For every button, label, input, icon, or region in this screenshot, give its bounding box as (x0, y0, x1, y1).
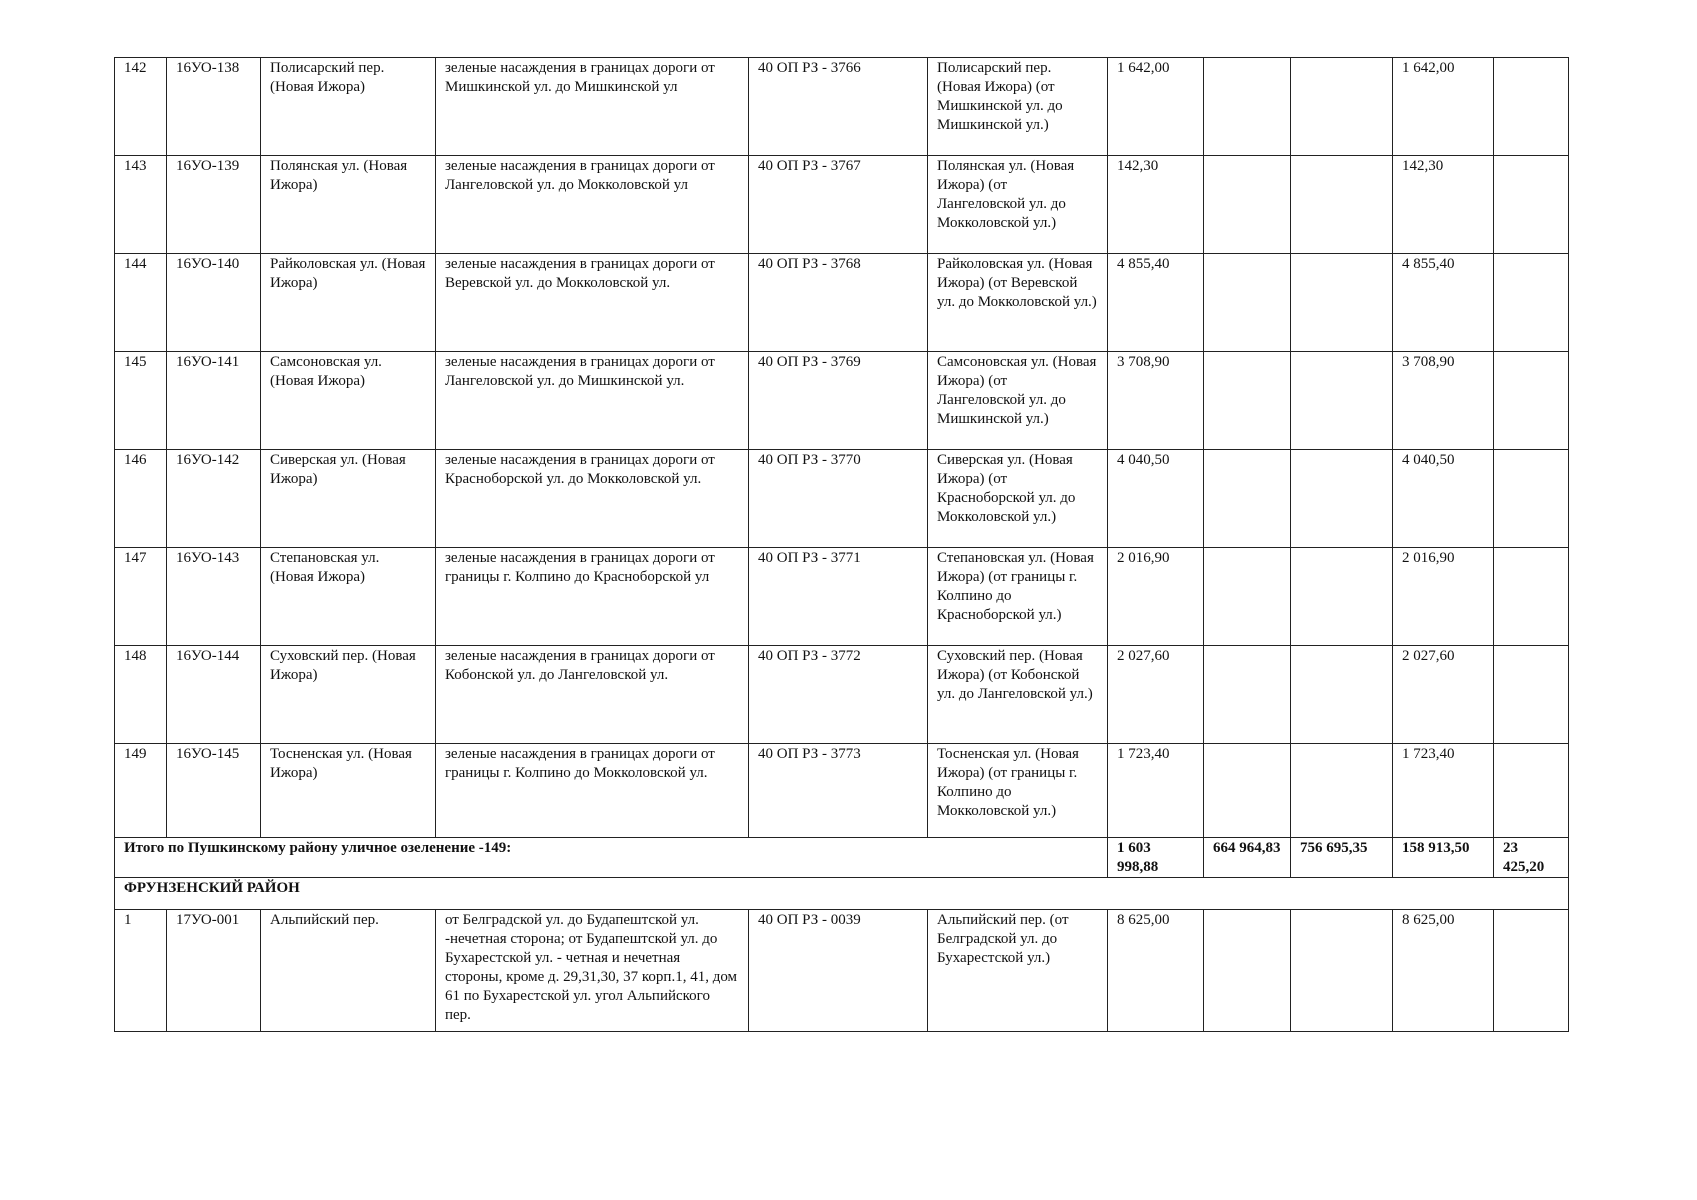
row-number-cell: 146 (115, 450, 167, 548)
description-cell: зеленые насаждения в границах дороги от границы г. Колпино до Мокколовской ул. (436, 744, 749, 838)
green-spaces-registry-table (114, 57, 1569, 1032)
description-cell: зеленые насаждения в границах дороги от Мишкинской ул. до Мишкинской ул (436, 58, 749, 156)
value-cell-1 (1204, 548, 1291, 646)
value-cell-3: 8 625,00 (1393, 910, 1494, 1032)
value-cell-3: 1 723,40 (1393, 744, 1494, 838)
street-name-cell: Сиверская ул. (Новая Ижора) (261, 450, 436, 548)
description-cell: зеленые насаждения в границах дороги от Лангеловской ул. до Мокколовской ул (436, 156, 749, 254)
value-cell-4 (1494, 548, 1569, 646)
object-code-cell: 17УО-001 (167, 910, 261, 1032)
value-cell-1 (1204, 156, 1291, 254)
object-code-cell: 16УО-138 (167, 58, 261, 156)
value-cell-4 (1494, 352, 1569, 450)
value-cell-4 (1494, 744, 1569, 838)
value-cell-4 (1494, 156, 1569, 254)
value-cell-3: 4 855,40 (1393, 254, 1494, 352)
road-name-cell: Тосненская ул. (Новая Ижора) (от границы г. Колпино до Мокколовской ул.) (928, 744, 1108, 838)
table-row (115, 254, 1569, 352)
value-cell-1 (1204, 254, 1291, 352)
table-row (115, 156, 1569, 254)
street-name-cell: Полисарский пер. (Новая Ижора) (261, 58, 436, 156)
object-code-cell: 16УО-139 (167, 156, 261, 254)
street-name-cell: Альпийский пер. (261, 910, 436, 1032)
value-cell-4 (1494, 450, 1569, 548)
value-cell-3: 142,30 (1393, 156, 1494, 254)
street-name-cell: Полянская ул. (Новая Ижора) (261, 156, 436, 254)
description-cell: зеленые насаждения в границах дороги от Красноборской ул. до Мокколовской ул. (436, 450, 749, 548)
road-code-cell: 40 ОП РЗ - 3767 (749, 156, 928, 254)
area-cell: 4 040,50 (1108, 450, 1204, 548)
object-code-cell: 16УО-144 (167, 646, 261, 744)
total-area-cell: 1 603 998,88 (1108, 838, 1204, 878)
value-cell-1 (1204, 58, 1291, 156)
value-cell-3: 2 016,90 (1393, 548, 1494, 646)
value-cell-2 (1291, 548, 1393, 646)
description-cell: от Белградской ул. до Будапештской ул. -нечетная сторона; от Будапештской ул. до Бухарестской ул. - четная и нечетная стороны, кроме д. 29,31,30, 37 корп.1, 41, дом 61 по Бухарестской ул. угол Альпийского пер. (436, 910, 749, 1032)
row-number-cell: 1 (115, 910, 167, 1032)
table-row (115, 744, 1569, 838)
road-code-cell: 40 ОП РЗ - 3771 (749, 548, 928, 646)
road-name-cell: Полисарский пер. (Новая Ижора) (от Мишкинской ул. до Мишкинской ул.) (928, 58, 1108, 156)
street-name-cell: Райколовская ул. (Новая Ижора) (261, 254, 436, 352)
district-total-row (115, 838, 1569, 878)
row-number-cell: 145 (115, 352, 167, 450)
value-cell-2 (1291, 156, 1393, 254)
value-cell-2 (1291, 254, 1393, 352)
description-cell: зеленые насаждения в границах дороги от Кобонской ул. до Лангеловской ул. (436, 646, 749, 744)
value-cell-3: 1 642,00 (1393, 58, 1494, 156)
row-number-cell: 149 (115, 744, 167, 838)
row-number-cell: 142 (115, 58, 167, 156)
area-cell: 1 642,00 (1108, 58, 1204, 156)
object-code-cell: 16УО-141 (167, 352, 261, 450)
street-name-cell: Степановская ул. (Новая Ижора) (261, 548, 436, 646)
road-code-cell: 40 ОП РЗ - 3769 (749, 352, 928, 450)
description-cell: зеленые насаждения в границах дороги от Веревской ул. до Мокколовской ул. (436, 254, 749, 352)
table-row (115, 450, 1569, 548)
value-cell-2 (1291, 352, 1393, 450)
value-cell-4 (1494, 58, 1569, 156)
object-code-cell: 16УО-145 (167, 744, 261, 838)
road-name-cell: Суховский пер. (Новая Ижора) (от Кобонской ул. до Лангеловской ул.) (928, 646, 1108, 744)
value-cell-3: 3 708,90 (1393, 352, 1494, 450)
object-code-cell: 16УО-143 (167, 548, 261, 646)
road-code-cell: 40 ОП РЗ - 3770 (749, 450, 928, 548)
table-row (115, 548, 1569, 646)
value-cell-2 (1291, 744, 1393, 838)
value-cell-2 (1291, 58, 1393, 156)
value-cell-3: 2 027,60 (1393, 646, 1494, 744)
value-cell-3: 4 040,50 (1393, 450, 1494, 548)
table-row (115, 352, 1569, 450)
row-number-cell: 144 (115, 254, 167, 352)
total-value-cell-3: 158 913,50 (1393, 838, 1494, 878)
area-cell: 2 027,60 (1108, 646, 1204, 744)
street-name-cell: Тосненская ул. (Новая Ижора) (261, 744, 436, 838)
value-cell-4 (1494, 646, 1569, 744)
table-row (115, 58, 1569, 156)
district-title: ФРУНЗЕНСКИЙ РАЙОН (115, 878, 1569, 910)
total-value-cell-4: 23 425,20 (1494, 838, 1569, 878)
road-name-cell: Полянская ул. (Новая Ижора) (от Лангеловской ул. до Мокколовской ул.) (928, 156, 1108, 254)
road-code-cell: 40 ОП РЗ - 3768 (749, 254, 928, 352)
area-cell: 2 016,90 (1108, 548, 1204, 646)
street-name-cell: Суховский пер. (Новая Ижора) (261, 646, 436, 744)
road-name-cell: Самсоновская ул. (Новая Ижора) (от Лангеловской ул. до Мишкинской ул.) (928, 352, 1108, 450)
road-code-cell: 40 ОП РЗ - 3766 (749, 58, 928, 156)
road-name-cell: Альпийский пер. (от Белградской ул. до Бухарестской ул.) (928, 910, 1108, 1032)
area-cell: 142,30 (1108, 156, 1204, 254)
area-cell: 1 723,40 (1108, 744, 1204, 838)
area-cell: 3 708,90 (1108, 352, 1204, 450)
value-cell-1 (1204, 450, 1291, 548)
street-name-cell: Самсоновская ул. (Новая Ижора) (261, 352, 436, 450)
description-cell: зеленые насаждения в границах дороги от Лангеловской ул. до Мишкинской ул. (436, 352, 749, 450)
road-name-cell: Степановская ул. (Новая Ижора) (от границы г. Колпино до Красноборской ул.) (928, 548, 1108, 646)
value-cell-1 (1204, 910, 1291, 1032)
value-cell-2 (1291, 450, 1393, 548)
area-cell: 8 625,00 (1108, 910, 1204, 1032)
value-cell-1 (1204, 744, 1291, 838)
object-code-cell: 16УО-140 (167, 254, 261, 352)
road-code-cell: 40 ОП РЗ - 0039 (749, 910, 928, 1032)
road-name-cell: Сиверская ул. (Новая Ижора) (от Красноборской ул. до Мокколовской ул.) (928, 450, 1108, 548)
description-cell: зеленые насаждения в границах дороги от границы г. Колпино до Красноборской ул (436, 548, 749, 646)
total-value-cell-2: 756 695,35 (1291, 838, 1393, 878)
total-label-cell: Итого по Пушкинскому району уличное озеленение -149: (115, 838, 1108, 878)
table-row (115, 646, 1569, 744)
row-number-cell: 148 (115, 646, 167, 744)
object-code-cell: 16УО-142 (167, 450, 261, 548)
row-number-cell: 143 (115, 156, 167, 254)
road-code-cell: 40 ОП РЗ - 3772 (749, 646, 928, 744)
table-row (115, 910, 1569, 1032)
total-value-cell-1: 664 964,83 (1204, 838, 1291, 878)
road-name-cell: Райколовская ул. (Новая Ижора) (от Веревской ул. до Мокколовской ул.) (928, 254, 1108, 352)
value-cell-4 (1494, 254, 1569, 352)
road-code-cell: 40 ОП РЗ - 3773 (749, 744, 928, 838)
value-cell-4 (1494, 910, 1569, 1032)
row-number-cell: 147 (115, 548, 167, 646)
district-header-row (115, 878, 1569, 910)
value-cell-2 (1291, 646, 1393, 744)
value-cell-2 (1291, 910, 1393, 1032)
area-cell: 4 855,40 (1108, 254, 1204, 352)
value-cell-1 (1204, 352, 1291, 450)
value-cell-1 (1204, 646, 1291, 744)
